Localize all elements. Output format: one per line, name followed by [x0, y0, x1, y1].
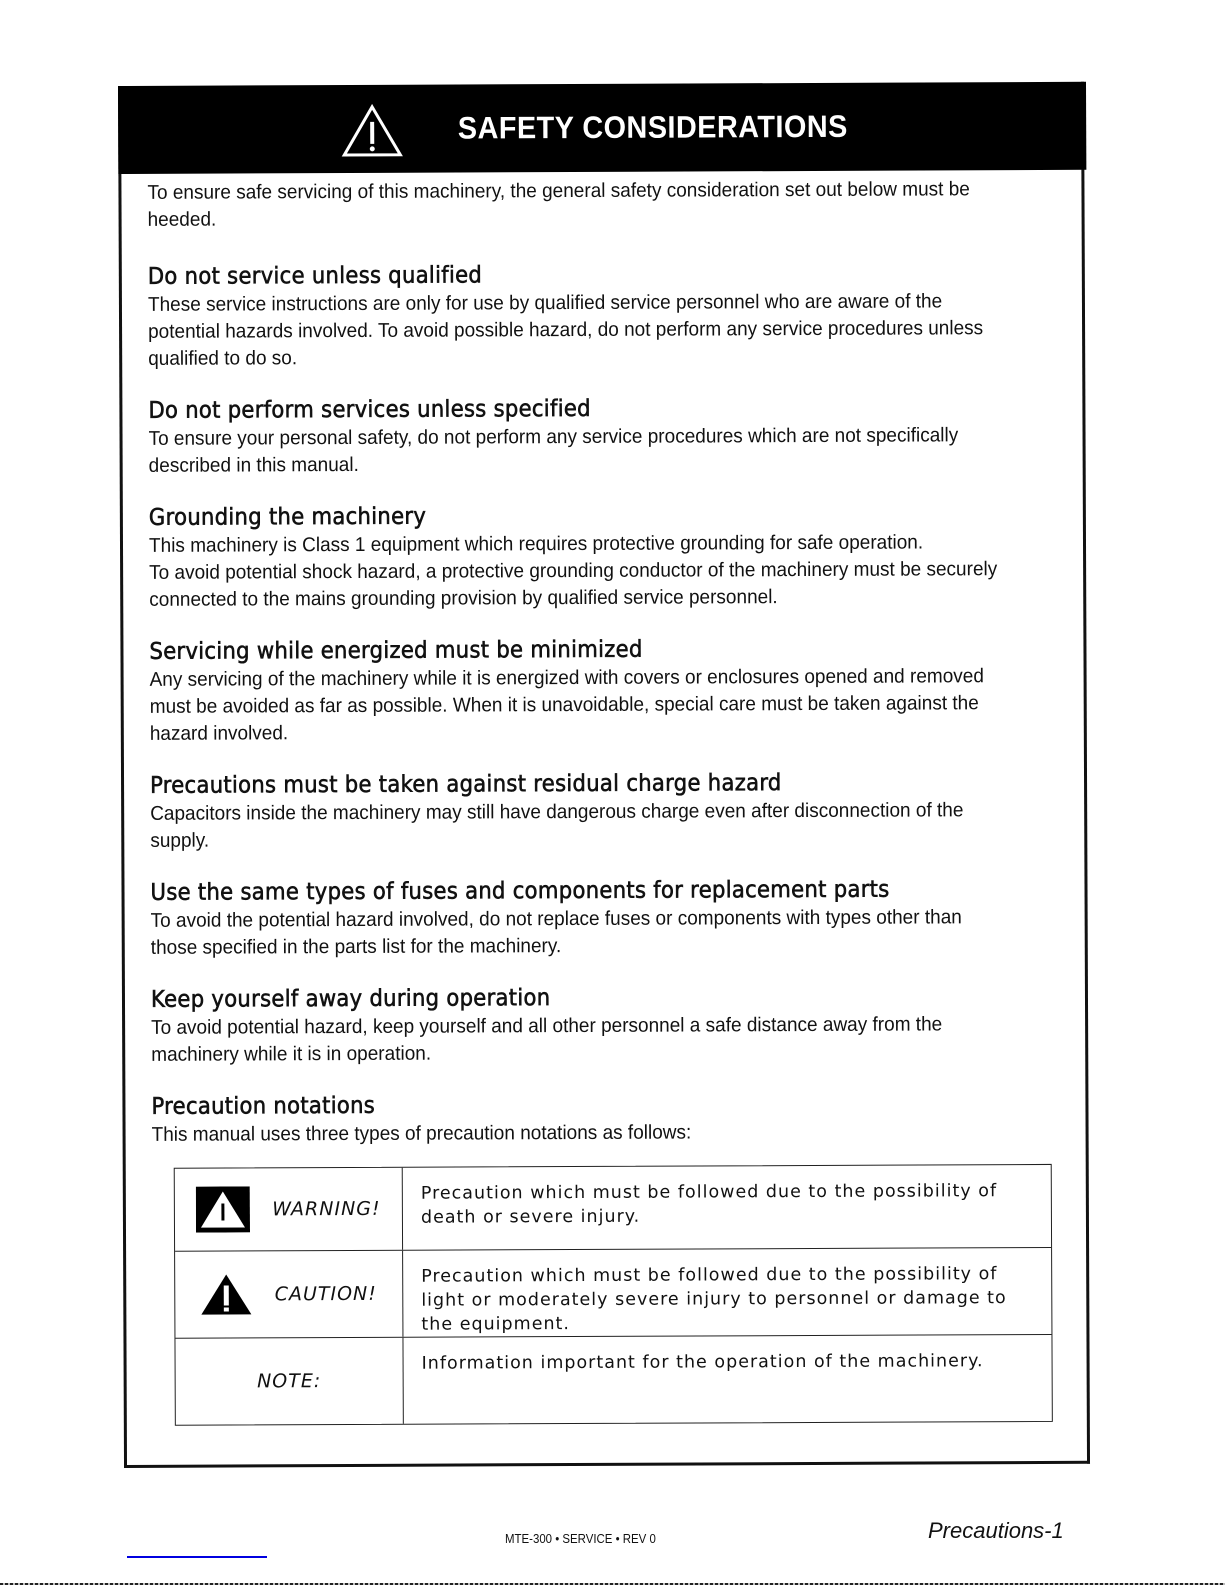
section-body: Capacitors inside the machinery may still have dangerous charge even after disconnection of the supply. [150, 799, 964, 852]
notation-label-cell [175, 1338, 403, 1425]
notation-description: Information important for the operation of the machinery. [421, 1351, 984, 1374]
section-notations [151, 1090, 1056, 1149]
notation-table [174, 1164, 1053, 1426]
section-heading: Do not service unless qualified [147, 262, 483, 290]
notation-row-note [175, 1335, 1051, 1425]
link-underline [127, 1556, 267, 1558]
safety-content [147, 176, 1056, 1174]
footer-document-id: MTE-300 • SERVICE • REV 0 [505, 1531, 656, 1546]
notation-description: Precaution which must be followed due to the possibility of light or moderately severe injury to personnel or damage to the equipment. [421, 1264, 1007, 1335]
section-heading: Grounding the machinery [148, 503, 427, 531]
caution-filled-triangle-icon [201, 1273, 253, 1315]
section-body-2: To avoid potential shock hazard, a protective grounding conductor of the machinery must be securely connected to the mains grounding provision by qualified service personnel. [149, 558, 998, 611]
section-body: These service instructions are only for use by qualified service personnel who are aware of the potential hazards involved. To avoid possible hazard, do not perform any service procedures unless qualified to do so. [147, 290, 984, 370]
section-heading: Precaution notations [151, 1092, 376, 1120]
notation-label-cell [175, 1168, 403, 1251]
section-heading: Keep yourself away during operation [150, 985, 551, 1013]
section-body: To avoid potential hazard, keep yourself and all other personnel a safe distance away from the machinery while it is in operation. [151, 1013, 943, 1066]
section-heading: Do not perform services unless specified [148, 395, 591, 424]
section-keep-away [151, 983, 1056, 1069]
notation-row-warning [175, 1165, 1051, 1252]
notation-label: NOTE: [257, 1370, 322, 1393]
notation-label: CAUTION! [274, 1282, 377, 1306]
warning-boxed-triangle-icon [196, 1186, 250, 1232]
section-qualified [148, 260, 1053, 373]
section-heading: Servicing while energized must be minimized [149, 636, 643, 665]
notation-row-caution [175, 1248, 1051, 1339]
section-specified [148, 394, 1053, 480]
footer-page-number: Precautions-1 [928, 1518, 1064, 1543]
notation-label-cell [175, 1251, 403, 1338]
section-energized [149, 635, 1054, 748]
notation-label: WARNING! [272, 1197, 381, 1221]
safety-frame [118, 82, 1090, 1468]
section-residual-charge [150, 769, 1055, 855]
warning-triangle-icon [341, 104, 403, 158]
section-heading: Precautions must be taken against residual charge hazard [149, 770, 782, 799]
notation-description: Precaution which must be followed due to the possibility of death or severe injury. [420, 1181, 998, 1228]
section-heading: Use the same types of fuses and components for replacement parts [150, 876, 890, 906]
section-body: Any servicing of the machinery while it is energized with covers or enclosures opened and removed must be avoided as far as possible. When it is unavoidable, special care must be taken against the hazard involved. [149, 665, 984, 745]
banner-title: SAFETY CONSIDERATIONS [458, 108, 849, 146]
section-fuses [150, 876, 1055, 962]
safety-banner [118, 82, 1086, 174]
section-body: To ensure your personal safety, do not perform any service procedures which are not specifically described in this manual. [148, 424, 959, 477]
section-body: This manual uses three types of precaution notations as follows: [151, 1121, 692, 1146]
intro-text: To ensure safe servicing of this machinery, the general safety consideration set out below must be heeded. [147, 178, 970, 231]
section-body: This machinery is Class 1 equipment which requires protective grounding for safe operation. [148, 531, 924, 557]
section-grounding [149, 501, 1054, 614]
section-body: To avoid the potential hazard involved, do not replace fuses or components with types other than those specified in the parts list for the machinery. [150, 906, 962, 959]
